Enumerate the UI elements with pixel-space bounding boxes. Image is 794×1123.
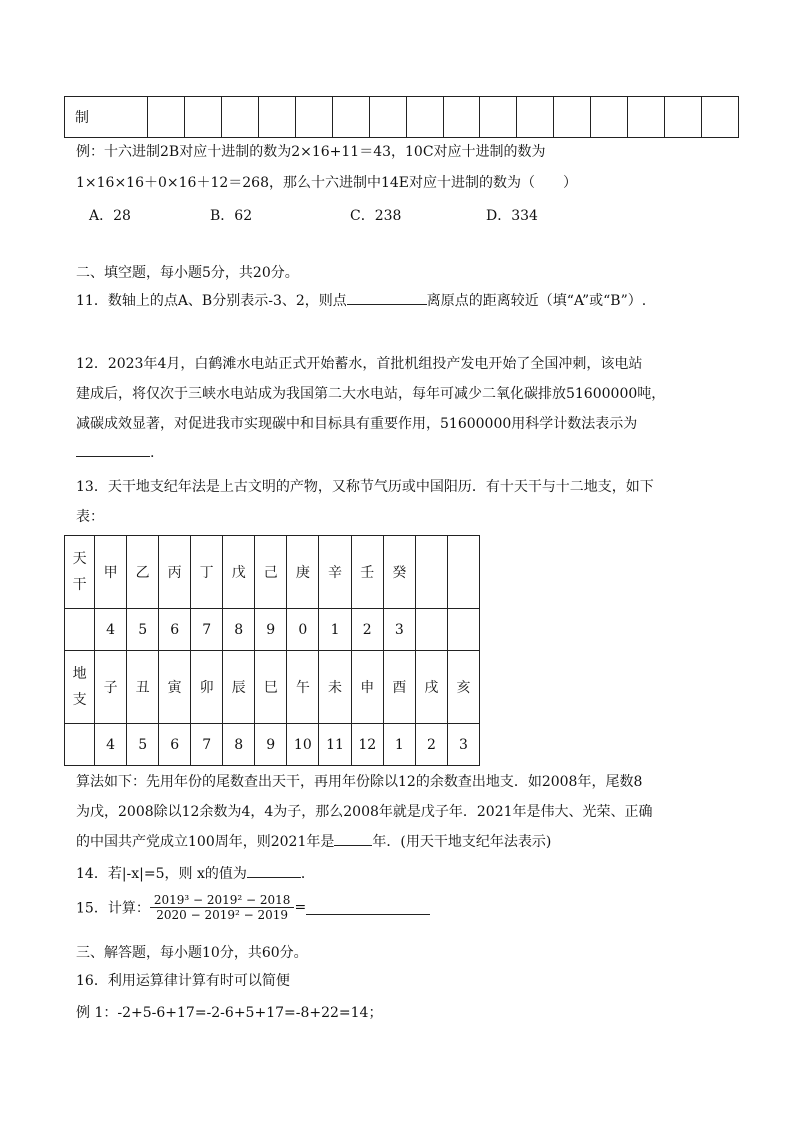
q15-answer-blank[interactable] [306, 900, 430, 915]
q15-denominator: 2020 − 2019² − 2019 [156, 908, 289, 922]
ganzhi-empty-cell [415, 536, 447, 609]
q15-numerator: 2019³ − 2019² − 2018 [150, 893, 295, 908]
dizhi-number-cell: 3 [447, 724, 479, 766]
q13-algo-line-1: 算法如下：先用年份的尾数查出天干，再用年份除以12的余数查出地支．如2008年，尾数8 [76, 774, 643, 790]
hex-table-cell [628, 97, 665, 138]
dizhi-cell: 子 [95, 651, 127, 724]
ganzhi-table [64, 535, 480, 766]
dizhi-label: 地 支 [65, 651, 95, 724]
tiangan-cell: 庚 [287, 536, 319, 609]
tiangan-label: 天 干 [65, 536, 95, 609]
tiangan-number-cell: 5 [127, 609, 159, 651]
dizhi-number-cell: 8 [223, 724, 255, 766]
tiangan-number-cell: 7 [191, 609, 223, 651]
tiangan-number-cell: 4 [95, 609, 127, 651]
dizhi-cell: 巳 [255, 651, 287, 724]
hex-table-cell [517, 97, 554, 138]
q13-algo-after: 年．(用天干地支纪年法表示) [372, 834, 552, 850]
dizhi-cell: 寅 [159, 651, 191, 724]
q12-line-1: 12．2023年4月，白鹤滩水电站正式开始蓄水，首批机组投产发电开始了全国冲刺，该电站 [76, 356, 643, 372]
dizhi-cell: 戌 [415, 651, 447, 724]
q11-text-after: 离原点的距离较近（填“A”或“B”）. [426, 293, 647, 309]
hex-table-cell [295, 97, 332, 138]
dizhi-number-cell: 7 [191, 724, 223, 766]
hex-table [64, 96, 739, 138]
ganzhi-empty-cell [415, 609, 447, 651]
q12-answer-line [76, 442, 154, 461]
dizhi-number-label-cell [65, 724, 95, 766]
q16-line-1: 16．利用运算律计算有时可以简便 [76, 973, 290, 989]
section-2-heading: 二、填空题，每小题5分，共20分。 [76, 265, 299, 281]
example-line-2: 1×16×16＋0×16＋12＝268，那么十六进制中14E对应十进制的数为（ ） [76, 175, 578, 191]
hex-table-cell [184, 97, 221, 138]
tiangan-number-cell: 1 [319, 609, 351, 651]
dizhi-row [65, 651, 480, 724]
option-b[interactable]: B．62 [210, 208, 253, 224]
q16-line-2: 例 1：-2+5-6+17=-2-6+5+17=-8+22=14； [76, 1005, 383, 1021]
tiangan-cell: 丁 [191, 536, 223, 609]
ganzhi-empty-cell [447, 609, 479, 651]
tiangan-cell: 丙 [159, 536, 191, 609]
q13-algo-line-2: 为戊，2008除以12余数为4，4为子，那么2008年就是戊子年．2021年是伟大、光荣、正确 [76, 804, 653, 820]
tiangan-number-cell: 8 [223, 609, 255, 651]
ganzhi-empty-cell [447, 536, 479, 609]
q11-text-before: 11．数轴上的点A、B分别表示-3、2，则点 [76, 293, 347, 309]
dizhi-cell: 辰 [223, 651, 255, 724]
tiangan-number-cell: 9 [255, 609, 287, 651]
section-3-heading: 三、解答题，每小题10分，共60分。 [76, 945, 308, 961]
tiangan-number-cell: 3 [383, 609, 415, 651]
tiangan-cell: 己 [255, 536, 287, 609]
hex-table-cell [369, 97, 406, 138]
tiangan-cell: 癸 [383, 536, 415, 609]
hex-table-row [65, 97, 739, 138]
example-line-1: 例：十六进制2B对应十进制的数为2×16+11＝43，10C对应十进制的数为 [76, 144, 546, 160]
q13-algo-line-3 [76, 831, 551, 851]
hex-table-label-cell: 制 [65, 97, 148, 138]
dizhi-cell: 申 [351, 651, 383, 724]
tiangan-number-cell: 6 [159, 609, 191, 651]
dizhi-number-row [65, 724, 480, 766]
q12-line-2: 建成后，将仅次于三峡水电站成为我国第二大水电站，每年可减少二氧化碳排放51600000吨， [76, 386, 666, 402]
dizhi-number-cell: 12 [351, 724, 383, 766]
tiangan-cell: 甲 [95, 536, 127, 609]
tiangan-cell: 壬 [351, 536, 383, 609]
hex-table-cell [406, 97, 443, 138]
option-a[interactable]: A．28 [89, 208, 131, 224]
q12-line-3: 减碳成效显著，对促进我市实现碳中和目标具有重要作用，51600000用科学计数法表示为 [76, 416, 638, 432]
dizhi-cell: 亥 [447, 651, 479, 724]
tiangan-cell: 乙 [127, 536, 159, 609]
q11-answer-blank[interactable] [347, 290, 427, 305]
hex-table-cell [665, 97, 702, 138]
question-14 [76, 863, 315, 883]
hex-table-cell [221, 97, 258, 138]
option-d[interactable]: D．334 [486, 208, 538, 224]
dizhi-number-cell: 9 [255, 724, 287, 766]
dizhi-cell: 未 [319, 651, 351, 724]
option-c[interactable]: C．238 [350, 208, 402, 224]
dizhi-number-cell: 6 [159, 724, 191, 766]
question-11 [76, 290, 646, 310]
tiangan-number-row [65, 609, 480, 651]
dizhi-cell: 酉 [383, 651, 415, 724]
q12-answer-blank[interactable] [76, 442, 150, 457]
hex-table-cell [443, 97, 480, 138]
q13-line-1: 13．天干地支纪年法是上古文明的产物，又称节气历或中国阳历．有十天干与十二地支，如下 [76, 479, 654, 495]
hex-table-cell [258, 97, 295, 138]
dizhi-number-cell: 2 [415, 724, 447, 766]
hex-table-cell [480, 97, 517, 138]
tiangan-cell: 戊 [223, 536, 255, 609]
q15-fraction [150, 893, 295, 922]
dizhi-number-cell: 10 [287, 724, 319, 766]
hex-table-cell [702, 97, 739, 138]
q15-label: 15．计算： [76, 900, 150, 917]
tiangan-number-cell: 2 [351, 609, 383, 651]
tiangan-number-cell: 0 [287, 609, 319, 651]
tiangan-cell: 辛 [319, 536, 351, 609]
q13-line-2: 表： [76, 509, 104, 525]
tiangan-number-label-cell [65, 609, 95, 651]
dizhi-cell: 午 [287, 651, 319, 724]
question-15 [76, 893, 430, 922]
q14-text-after: ． [300, 866, 315, 882]
dizhi-cell: 卯 [191, 651, 223, 724]
q15-equals: = [294, 899, 307, 916]
dizhi-number-cell: 1 [383, 724, 415, 766]
tiangan-row [65, 536, 480, 609]
dizhi-number-cell: 5 [127, 724, 159, 766]
hex-table-cell [148, 97, 185, 138]
dizhi-cell: 丑 [127, 651, 159, 724]
hex-table-cell [554, 97, 591, 138]
hex-table-cell [591, 97, 628, 138]
hex-table-cell [332, 97, 369, 138]
q14-answer-blank[interactable] [247, 863, 301, 878]
q13-answer-blank[interactable] [334, 831, 372, 846]
q14-text-before: 14．若|-x|=5，则 x的值为 [76, 866, 247, 882]
q12-period: . [150, 445, 155, 461]
dizhi-number-cell: 4 [95, 724, 127, 766]
dizhi-number-cell: 11 [319, 724, 351, 766]
q13-algo-before: 的中国共产党成立100周年，则2021年是 [76, 834, 335, 850]
